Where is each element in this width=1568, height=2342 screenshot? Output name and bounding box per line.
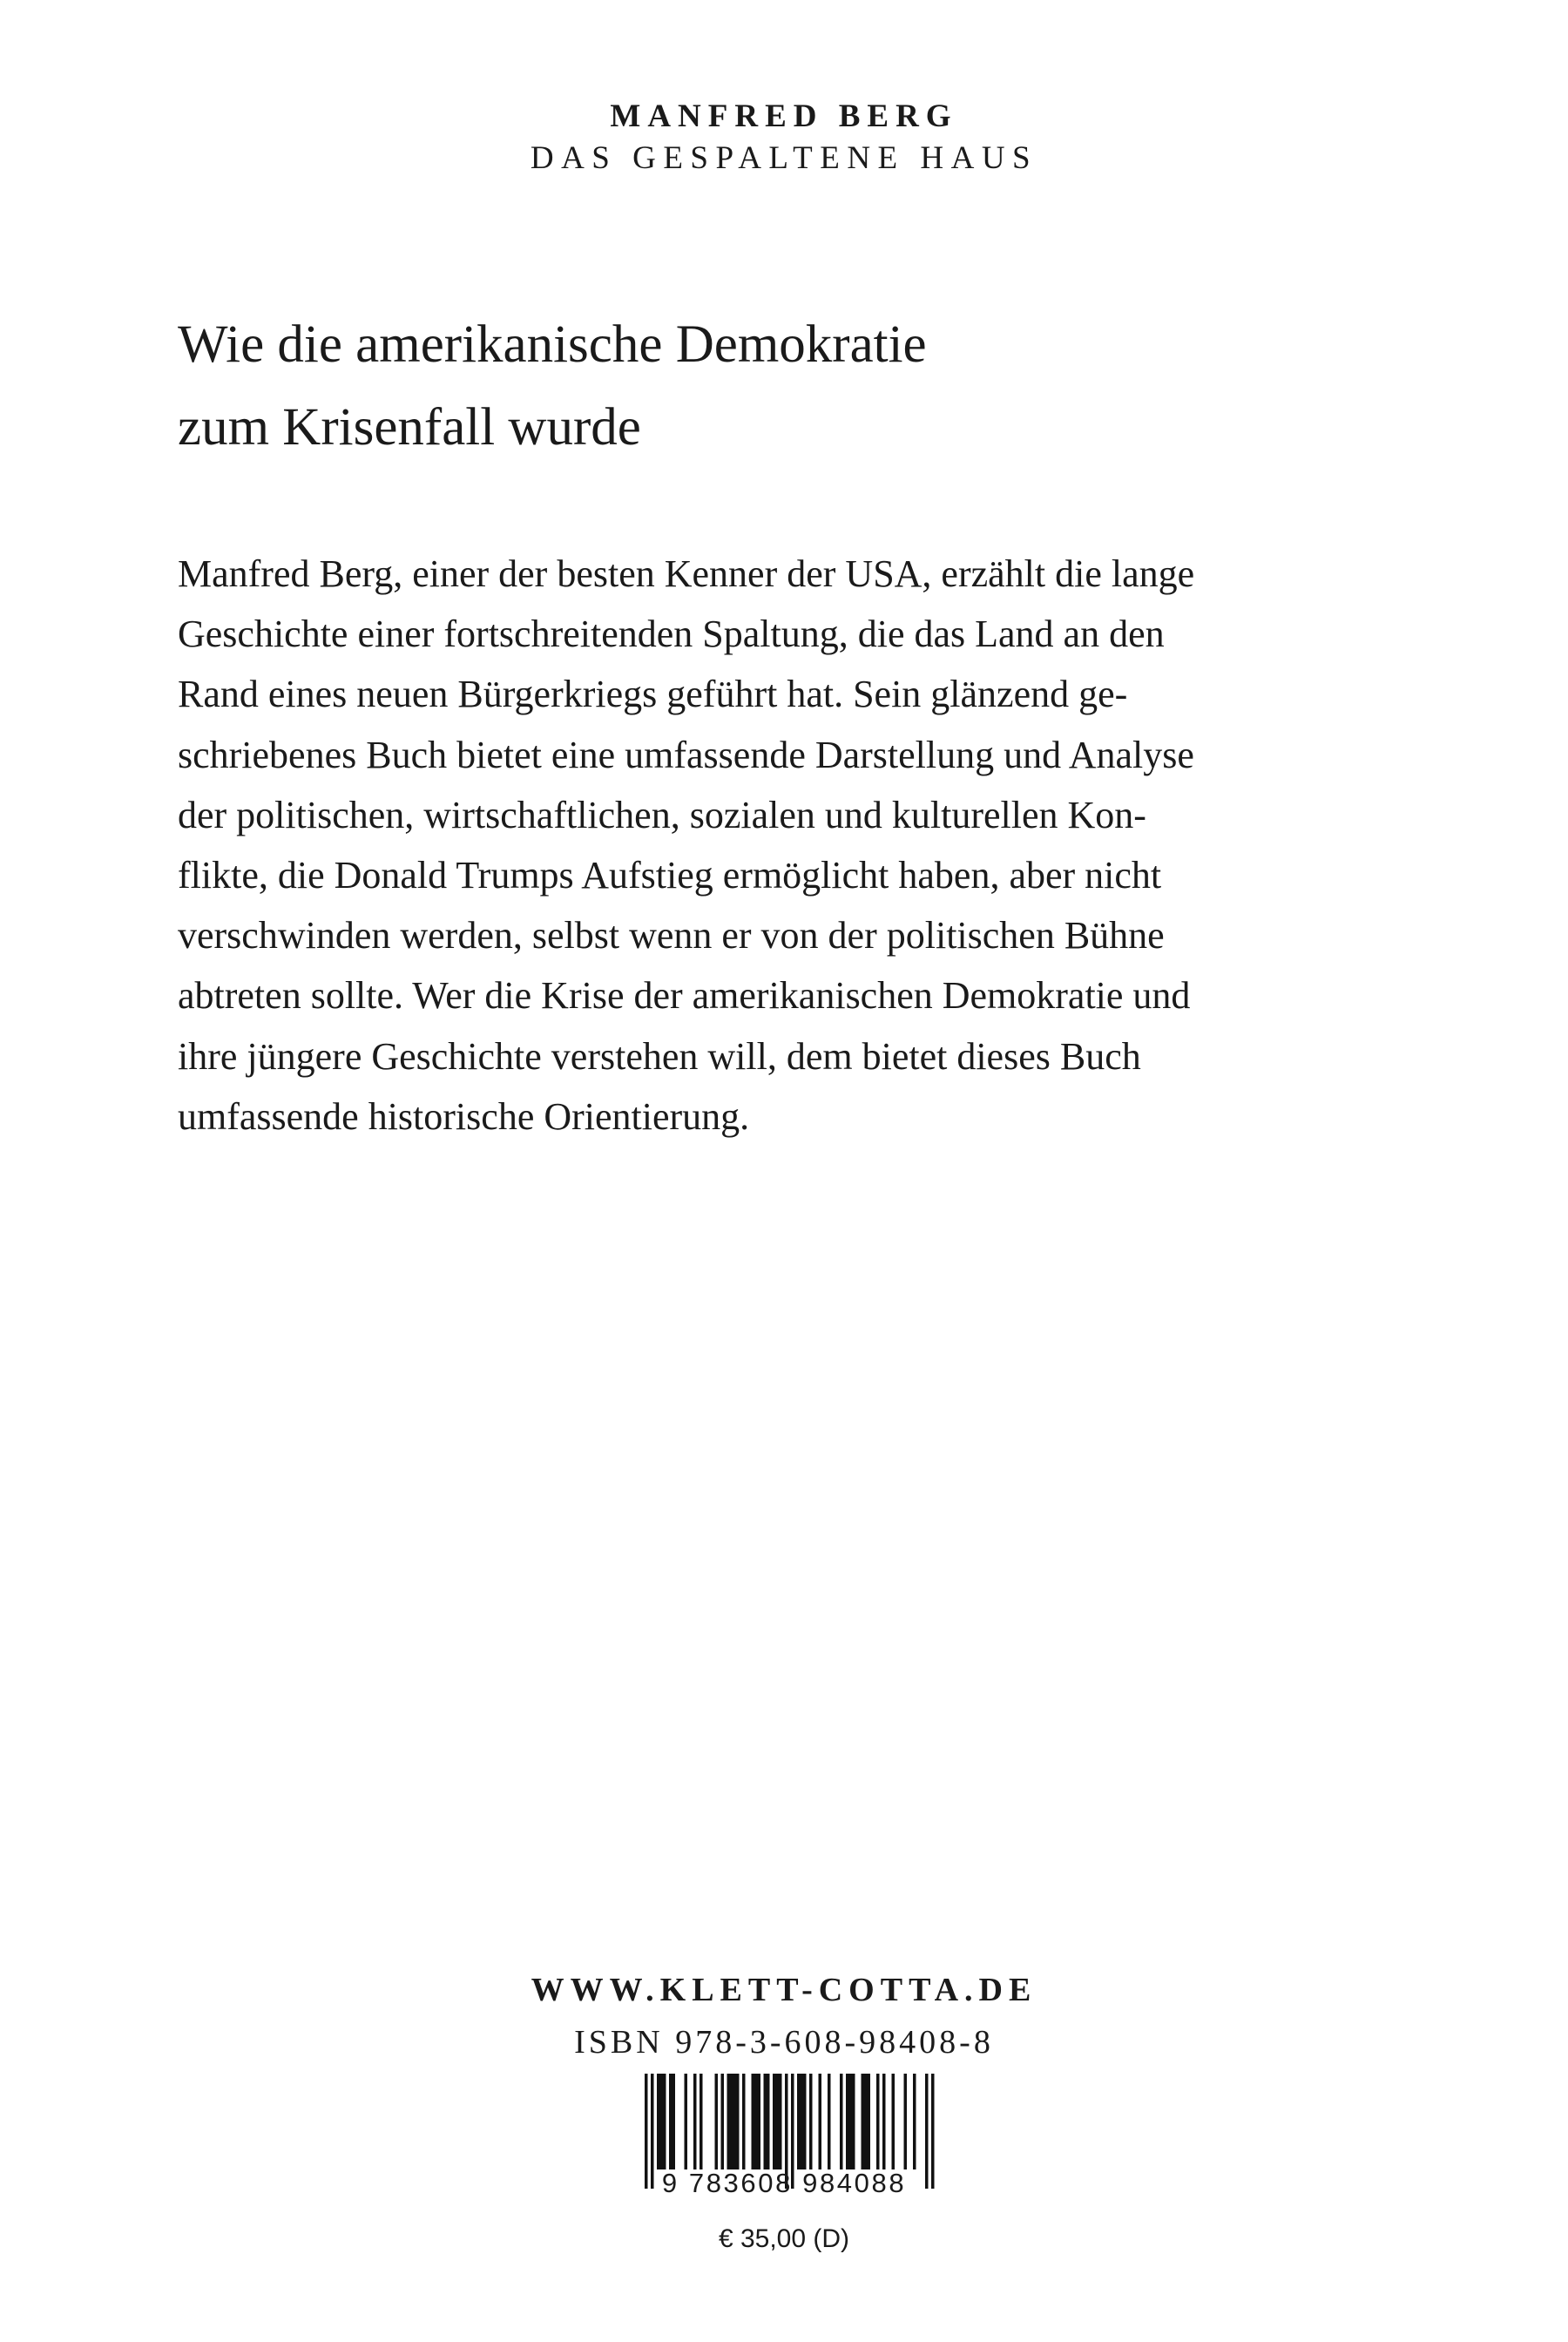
barcode-bar <box>840 2074 843 2169</box>
blurb-line: schriebenes Buch bietet eine umfassende Darstellung und Analyse <box>178 733 1194 776</box>
barcode-bar <box>852 2074 855 2169</box>
barcode-bar <box>672 2074 676 2169</box>
barcode-bar <box>828 2074 831 2169</box>
subtitle-line: zum Krisenfall wurde <box>178 398 641 457</box>
barcode-bar <box>764 2074 767 2169</box>
barcode-bar <box>660 2074 664 2169</box>
blurb-line: ihre jüngere Geschichte verstehen will, dem bietet dieses Buch <box>178 1034 1141 1078</box>
blurb-line: flikte, die Donald Trumps Aufstieg ermöglicht haben, aber nicht <box>178 854 1162 897</box>
barcode-bar <box>727 2074 731 2169</box>
barcode-bar <box>657 2074 660 2169</box>
barcode-bar <box>736 2074 740 2169</box>
blurb-line: der politischen, wirtschaftlichen, sozialen und kulturellen Kon- <box>178 793 1146 836</box>
blurb-line: abtreten sollte. Wer die Krise der amerikanischen Demokratie und <box>178 974 1191 1018</box>
book-title: DAS GESPALTENE HAUS <box>530 140 1038 176</box>
barcode-bar <box>669 2074 672 2169</box>
barcode-bar <box>846 2074 849 2169</box>
barcode-bar <box>733 2074 737 2169</box>
price-label: € 35,00 (D) <box>718 2224 850 2253</box>
barcode-bar <box>700 2074 703 2169</box>
publisher-website: WWW.KLETT-COTTA.DE <box>531 1972 1037 2008</box>
blurb-line: Manfred Berg, einer der besten Kenner der USA, erzählt die lange <box>178 552 1195 595</box>
barcode-bar <box>803 2074 807 2169</box>
barcode-bar <box>773 2074 776 2169</box>
barcode-bar <box>882 2074 886 2169</box>
barcode-bar <box>849 2074 853 2169</box>
barcode-bar <box>862 2074 865 2169</box>
barcode-bar <box>776 2074 780 2169</box>
barcode-bar <box>767 2074 770 2169</box>
subtitle-line: Wie die amerikanische Demokratie <box>178 315 927 374</box>
blurb-line: verschwinden werden, selbst wenn er von der politischen Bühne <box>178 914 1165 958</box>
book-subtitle <box>178 303 1397 469</box>
barcode-digits: 9 783608 984088 <box>661 2168 907 2198</box>
barcode-bar <box>779 2074 782 2169</box>
blurb-line: Geschichte einer fortschreitenden Spaltung, die das Land an den <box>178 613 1165 656</box>
barcode-bar <box>876 2074 880 2169</box>
barcode-bar <box>809 2074 813 2169</box>
blurb-line: Rand eines neuen Bürgerkriegs geführt hat. Sein glänzend ge- <box>178 673 1128 716</box>
barcode-bar <box>913 2074 916 2169</box>
author-name: MANFRED BERG <box>610 98 958 134</box>
barcode-bar <box>864 2074 868 2169</box>
barcode-bar <box>758 2074 761 2169</box>
isbn-number: ISBN 978-3-608-98408-8 <box>574 2024 994 2061</box>
barcode-bar <box>904 2074 908 2169</box>
blurb-text <box>178 544 1441 1147</box>
barcode-bar <box>693 2074 697 2169</box>
barcode-bar <box>715 2074 719 2169</box>
barcode-bar <box>663 2074 666 2169</box>
barcode-bar <box>819 2074 822 2169</box>
barcode-bar <box>754 2074 758 2169</box>
barcode-bar <box>730 2074 733 2169</box>
blurb-line: umfassende historische Orientierung. <box>178 1094 750 1138</box>
barcode-bar <box>752 2074 755 2169</box>
barcode-bar <box>801 2074 804 2169</box>
barcode-bar <box>685 2074 688 2169</box>
barcode-bar <box>721 2074 725 2169</box>
barcode-bar <box>892 2074 896 2169</box>
barcode-bar <box>797 2074 801 2169</box>
barcode-bar <box>742 2074 746 2169</box>
barcode-bar <box>868 2074 871 2169</box>
